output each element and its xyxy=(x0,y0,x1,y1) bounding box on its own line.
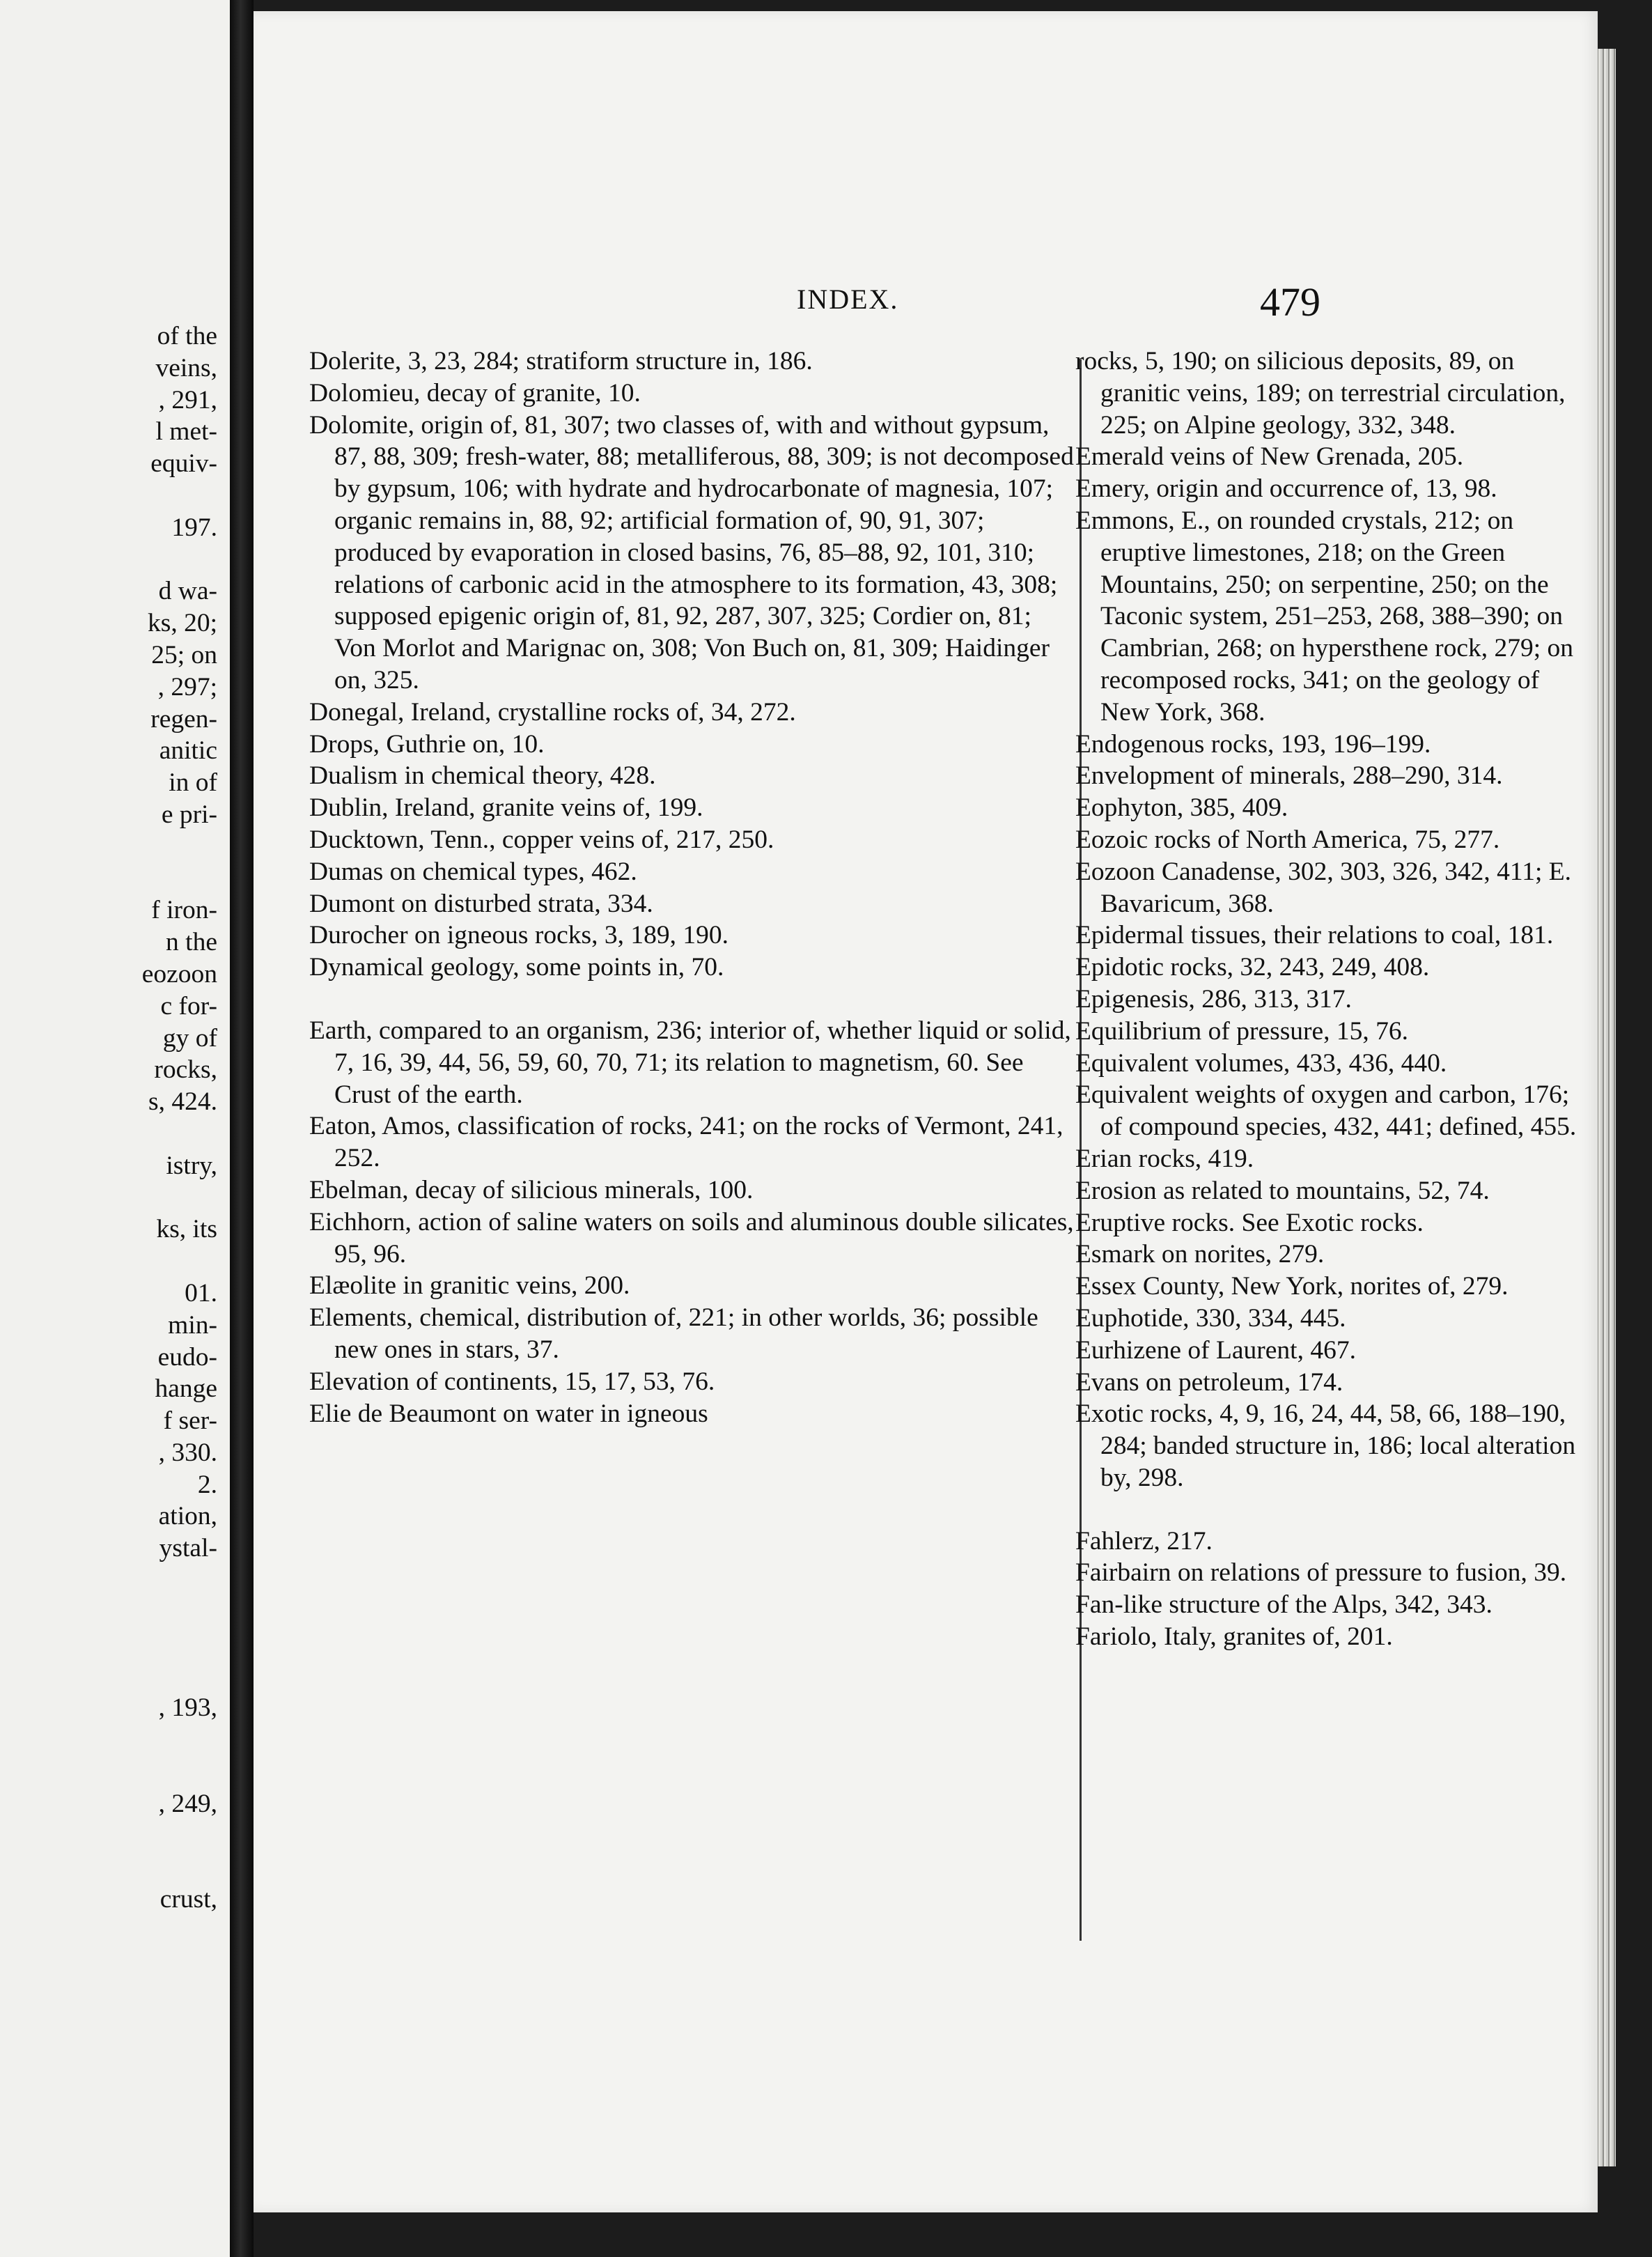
facing-page-line: crust, xyxy=(159,1885,217,1914)
facing-page-line: gy of xyxy=(162,1023,217,1053)
facing-page-line: ks, 20; xyxy=(147,609,217,638)
index-entry: Earth, compared to an organism, 236; interior of, whether liquid or solid, 7, 16, 39, 44, 56, 59, 60, 70, 71; its relation to magnetism, 60. See Crust of the earth. xyxy=(309,1016,1071,1109)
index-entry: Emery, origin and occurrence of, 13, 98. xyxy=(1075,474,1497,504)
facing-page-line: min- xyxy=(168,1310,217,1340)
facing-page-line: , 330. xyxy=(158,1438,217,1467)
index-entry: Eozoon Canadense, 302, 303, 326, 342, 411; E. Bavaricum, 368. xyxy=(1075,857,1572,918)
facing-page-line xyxy=(0,1597,217,1629)
index-entry: Elevation of continents, 15, 17, 53, 76. xyxy=(309,1367,715,1396)
index-entry: Epidermal tissues, their relations to coal, 181. xyxy=(1075,921,1554,950)
index-entry: Eaton, Amos, classification of rocks, 241; on the rocks of Vermont, 241, 252. xyxy=(309,1112,1063,1173)
index-column-right xyxy=(1075,346,1577,1653)
facing-page-line: , 193, xyxy=(158,1693,217,1723)
index-entry: Fan-like structure of the Alps, 342, 343. xyxy=(1075,1590,1493,1620)
index-entry: Eozoic rocks of North America, 75, 277. xyxy=(1075,825,1500,854)
index-entry: Donegal, Ireland, crystalline rocks of, 34, 272. xyxy=(309,697,796,727)
index-entry: Dublin, Ireland, granite veins of, 199. xyxy=(309,793,703,823)
section-gap xyxy=(309,984,1075,1015)
index-entry: Drops, Guthrie on, 10. xyxy=(309,729,545,759)
facing-page-line xyxy=(0,544,217,576)
facing-page-line: eudo- xyxy=(157,1342,217,1372)
facing-page-line: c for- xyxy=(160,991,217,1021)
facing-page-line: rocks, xyxy=(154,1055,217,1085)
facing-page-line: , 291, xyxy=(158,385,217,414)
facing-page-line: in of xyxy=(169,768,217,798)
facing-page xyxy=(0,0,230,2257)
facing-page-line: 2. xyxy=(197,1470,217,1499)
index-entry: Epidotic rocks, 32, 243, 249, 408. xyxy=(1075,953,1430,982)
facing-page-line xyxy=(0,1629,217,1661)
index-entry: Evans on petroleum, 174. xyxy=(1075,1367,1343,1397)
facing-page-line: ystal- xyxy=(159,1534,217,1563)
facing-page-line: istry, xyxy=(166,1151,217,1180)
facing-page-line: n the xyxy=(166,928,217,957)
facing-page-line: f ser- xyxy=(163,1406,217,1436)
facing-page-line: e pri- xyxy=(161,800,217,829)
facing-page-line xyxy=(0,480,217,512)
index-entry: Ebelman, decay of silicious minerals, 100. xyxy=(309,1175,754,1204)
facing-page-line: of the xyxy=(157,322,217,350)
facing-page-line: 25; on xyxy=(151,640,217,669)
facing-page-line xyxy=(0,1852,217,1884)
index-entry: Elæolite in granitic veins, 200. xyxy=(309,1271,630,1301)
index-entry: Erosion as related to mountains, 52, 74. xyxy=(1075,1176,1490,1205)
index-entry: Exotic rocks, 4, 9, 16, 24, 44, 58, 66, 188–190, 284; banded structure in, 186; local alteration by, 298. xyxy=(1075,1399,1576,1492)
facing-page-line xyxy=(0,1724,217,1756)
index-entry: Endogenous rocks, 193, 196–199. xyxy=(1075,729,1431,759)
facing-page-line xyxy=(0,1118,217,1150)
index-entry: Fairbairn on relations of pressure to fusion, 39. xyxy=(1075,1558,1567,1588)
index-entry: Esmark on norites, 279. xyxy=(1075,1240,1325,1269)
facing-page-line: hange xyxy=(155,1374,217,1404)
index-entry: Eichhorn, action of saline waters on soils and aluminous double silicates, 95, 96. xyxy=(309,1207,1074,1269)
index-entry: Fahlerz, 217. xyxy=(1075,1526,1213,1556)
index-entry: Ducktown, Tenn., copper veins of, 217, 250. xyxy=(309,825,774,854)
index-entry: Erian rocks, 419. xyxy=(1075,1144,1254,1173)
index-entry: Dynamical geology, some points in, 70. xyxy=(309,953,724,982)
facing-page-line: veins, xyxy=(155,353,217,382)
index-page xyxy=(254,11,1598,2212)
facing-page-line: , 249, xyxy=(158,1789,217,1818)
index-entry: Fariolo, Italy, granites of, 201. xyxy=(1075,1622,1393,1652)
index-entry: Envelopment of minerals, 288–290, 314. xyxy=(1075,761,1503,791)
index-entry: rocks, 5, 190; on silicious deposits, 89, on granitic veins, 189; on terrestrial circulation, 225; on Alpine geology, 332, 348. xyxy=(1075,347,1566,440)
index-entry: Elements, chemical, distribution of, 221; in other worlds, 36; possible new ones in stars, 37. xyxy=(309,1303,1038,1364)
facing-page-line: ation, xyxy=(158,1502,217,1531)
facing-page-line xyxy=(0,1565,217,1597)
facing-page-line xyxy=(0,1756,217,1788)
facing-page-line: 01. xyxy=(185,1278,217,1308)
index-entry: Eurhizene of Laurent, 467. xyxy=(1075,1335,1356,1365)
index-entry: Equivalent volumes, 433, 436, 440. xyxy=(1075,1048,1447,1078)
facing-page-line: f iron- xyxy=(151,896,217,925)
index-entry: Dolerite, 3, 23, 284; stratiform structure in, 186. xyxy=(309,347,813,375)
facing-page-line: , 297; xyxy=(157,672,217,701)
facing-page-line: eozoon xyxy=(141,959,217,988)
facing-page-line: ks, its xyxy=(156,1215,217,1244)
index-entry: Eophyton, 385, 409. xyxy=(1075,793,1288,823)
facing-page-line: l met- xyxy=(155,417,217,447)
section-gap xyxy=(1075,1494,1577,1526)
facing-page-line: d wa- xyxy=(158,577,217,606)
running-header: INDEX. xyxy=(797,284,899,315)
page-number: 479 xyxy=(1260,279,1320,325)
index-entry: Equilibrium of pressure, 15, 76. xyxy=(1075,1016,1409,1046)
index-entry: Epigenesis, 286, 313, 317. xyxy=(1075,984,1352,1014)
index-entry: Equivalent weights of oxygen and carbon, 176; of compound species, 432, 441; defined, 455. xyxy=(1075,1080,1577,1142)
facing-page-text xyxy=(0,320,230,1916)
index-entry: Eruptive rocks. See Exotic rocks. xyxy=(1075,1208,1424,1237)
index-entry: Euphotide, 330, 334, 445. xyxy=(1075,1303,1346,1333)
facing-page-line xyxy=(0,863,217,895)
index-entry: Emmons, E., on rounded crystals, 212; on eruptive limestones, 218; on the Green Mountains, 250; on serpentine, 250; on the Taconic system, 251–253, 268, 388–390; on Cambrian, 268; on hypersthene rock, 279; on recomposed rocks, 341; on the geology of New York, 368. xyxy=(1075,506,1574,727)
facing-page-line xyxy=(0,1182,217,1214)
facing-page-line: regen- xyxy=(150,704,217,734)
index-entry: Dumas on chemical types, 462. xyxy=(309,857,637,886)
index-entry: Elie de Beaumont on water in igneous xyxy=(309,1399,708,1428)
facing-page-line: equiv- xyxy=(150,449,217,479)
index-entry: Essex County, New York, norites of, 279. xyxy=(1075,1272,1509,1301)
facing-page-line xyxy=(0,1246,217,1278)
facing-page-line: anitic xyxy=(159,736,217,766)
index-entry: Durocher on igneous rocks, 3, 189, 190. xyxy=(309,921,728,950)
book-gutter xyxy=(230,0,254,2257)
facing-page-line: s, 424. xyxy=(148,1087,217,1117)
facing-page-line xyxy=(0,1660,217,1692)
index-entry: Emerald veins of New Grenada, 205. xyxy=(1075,442,1464,472)
index-column-left xyxy=(309,346,1075,1429)
index-entry: Dualism in chemical theory, 428. xyxy=(309,761,656,791)
facing-page-line xyxy=(0,831,217,863)
index-entry: Dolomieu, decay of granite, 10. xyxy=(309,378,641,408)
index-entry: Dumont on disturbed strata, 334. xyxy=(309,889,653,918)
facing-page-line xyxy=(0,1820,217,1852)
facing-page-line: 197. xyxy=(171,513,217,542)
index-entry: Dolomite, origin of, 81, 307; two classes of, with and without gypsum, 87, 88, 309; fresh-water, 88; metalliferous, 88, 309; is not decomposed by gypsum, 106; with hydrate and hydrocarbonate of magnesia, 107; organic remains in, 88, 92; artificial formation of, 90, 91, 307; produced by evaporation in closed basins, 76, 85–88, 92, 101, 310; relations of carbonic acid in the atmosphere to its formation, 43, 308; supposed epigenic origin of, 81, 92, 287, 307, 325; Cordier on, 81; Von Morlot and Marignac on, 308; Von Buch on, 81, 309; Haidinger on, 325. xyxy=(309,410,1074,695)
